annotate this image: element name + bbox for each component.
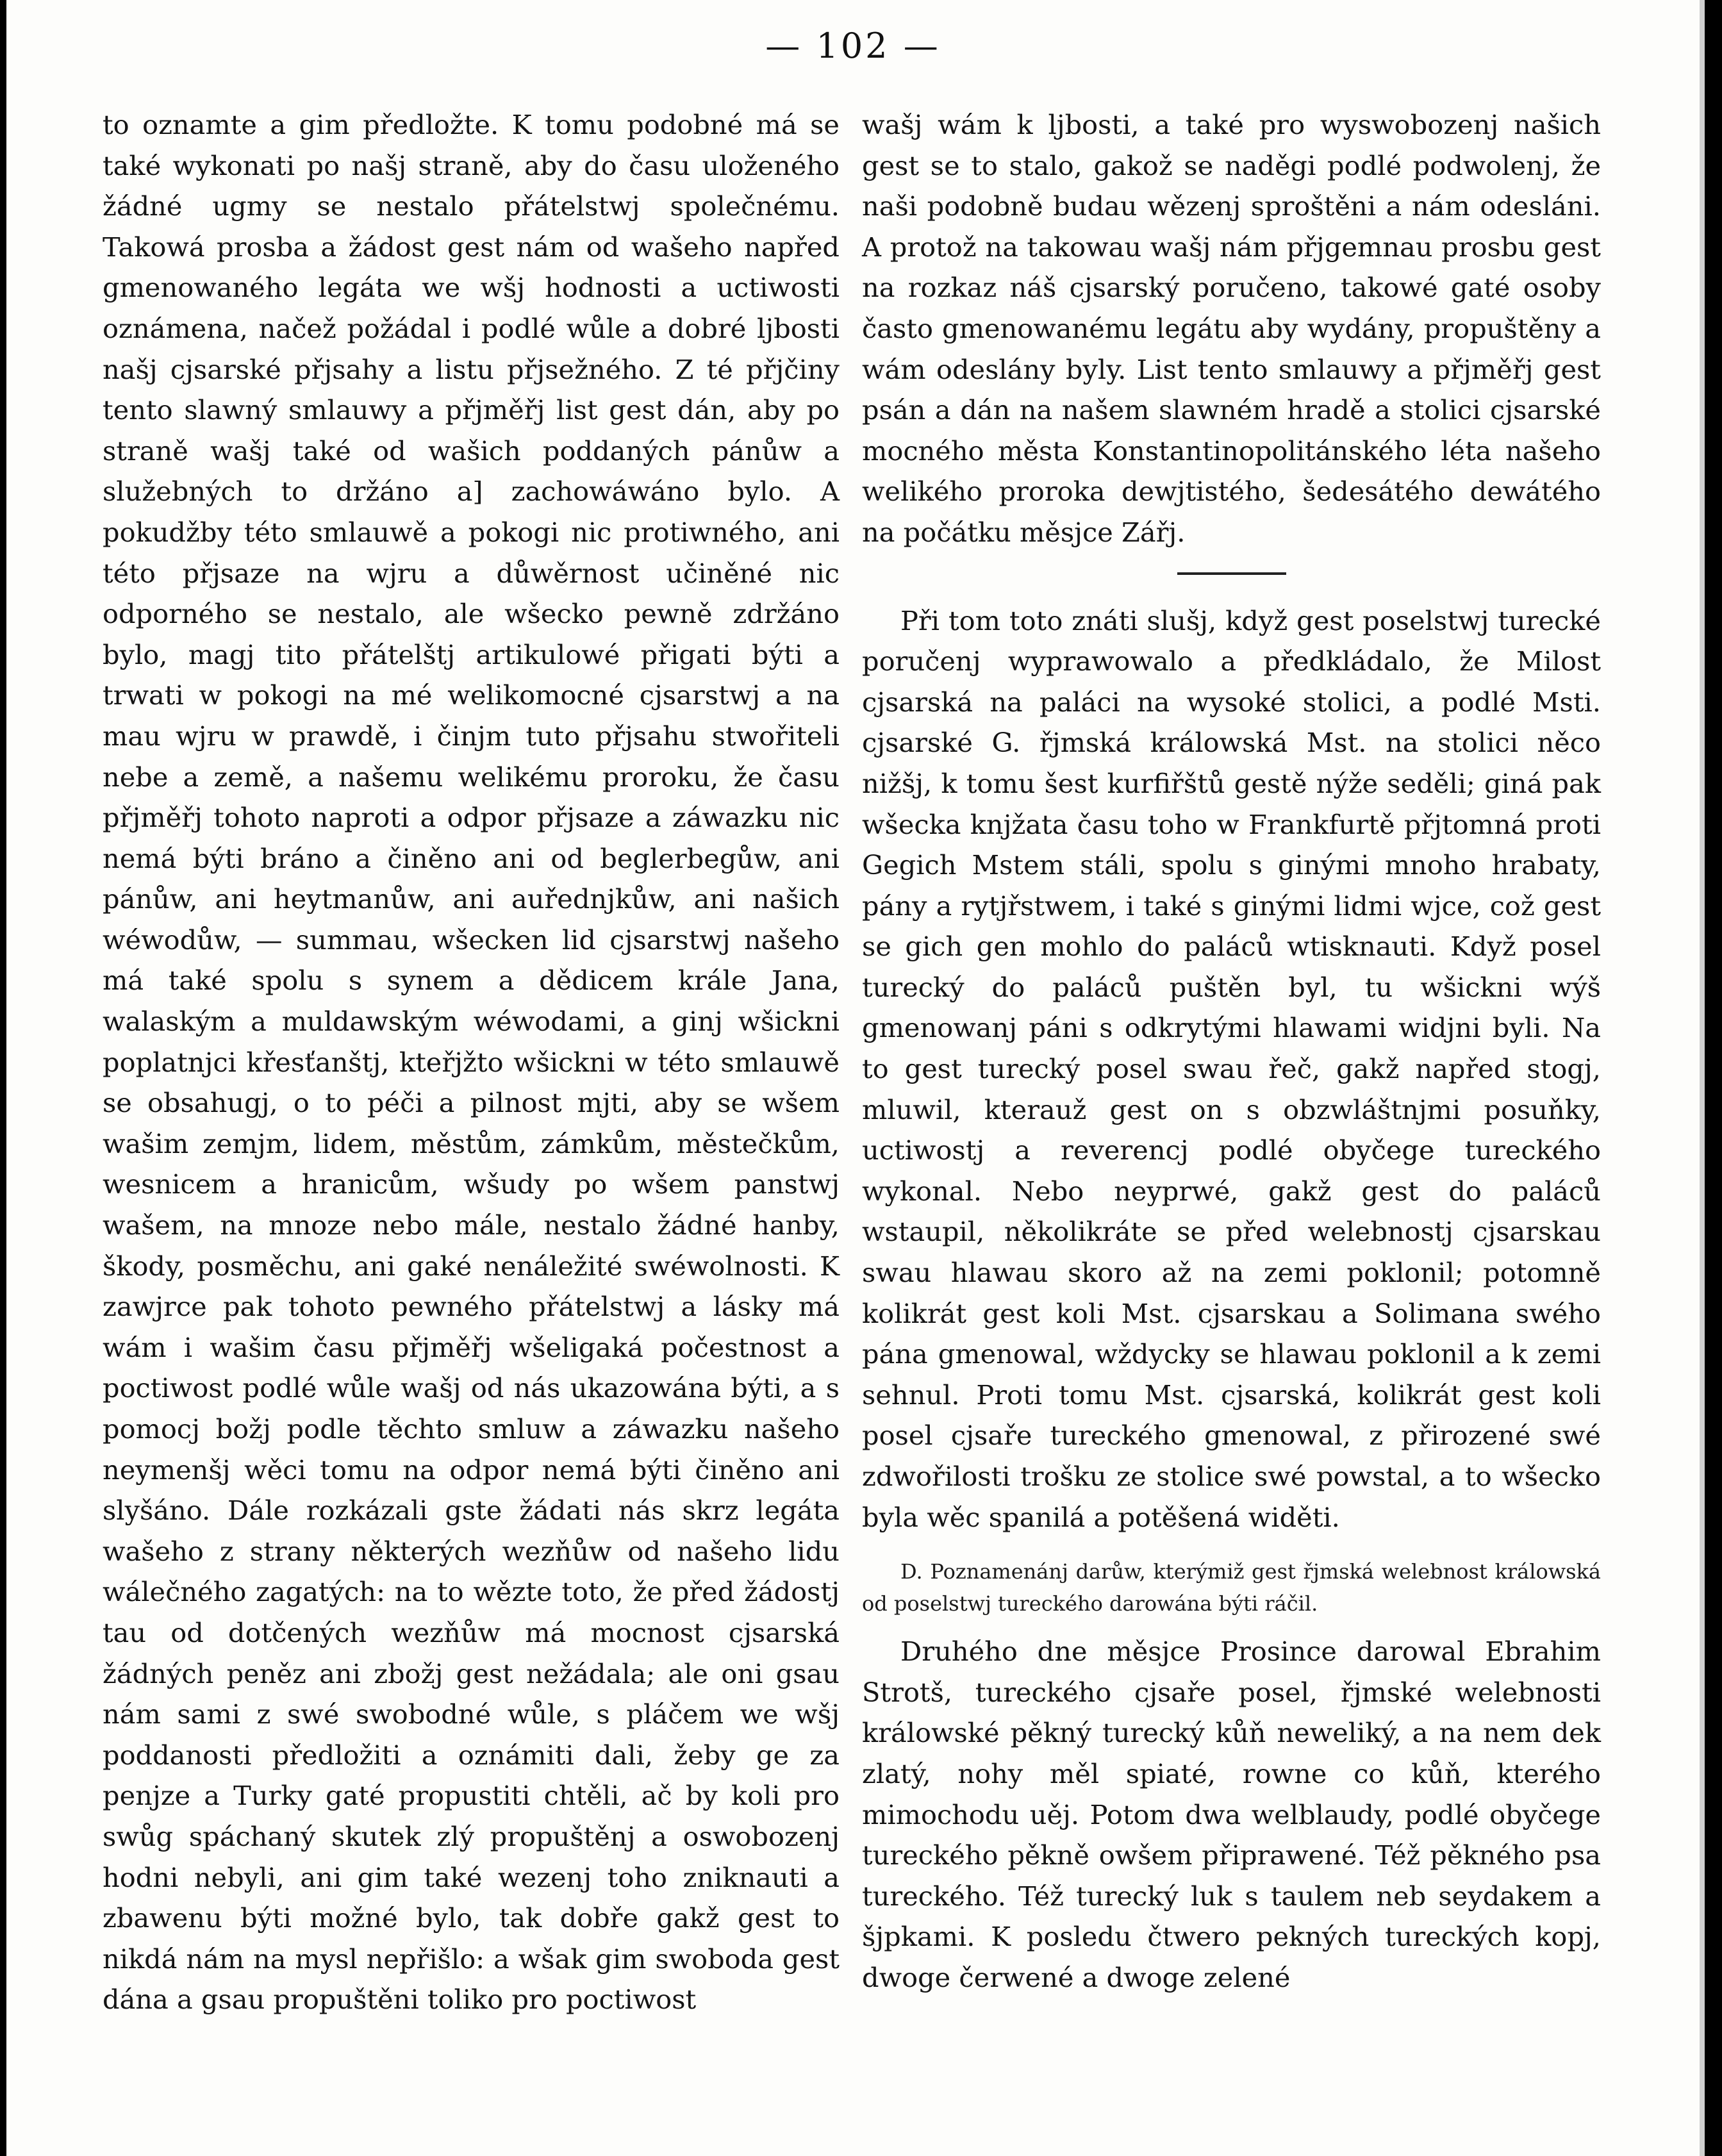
book-page <box>6 0 1705 2156</box>
right-column <box>862 104 1601 1998</box>
left-column-paragraph: to oznamte a gim předložte. K tomu podobné má se také wykonati po našj straně, aby do času uloženého žádné ugmy se nestalo přátelstwj společnému. Takowá prosba a žádost gest nám od wašeho napřed gmenowaného legáta we wšj hodnosti a uctiwosti oznámena, načež požádal i podlé wůle a dobré ljbosti našj cjsarské přjsahy a listu přjsežného. Z té přjčiny tento slawný smlauwy a přjměřj list gest dán, aby po straně wašj také od wašich poddaných pánůw a služebných to držáno a] zachowáwáno bylo. A pokudžby této smlauwě a pokogi nic protiwného, ani této přjsaze na wjru a důwěrnost učiněné nic odporného se nestalo, ale wšecko pewně zdržáno bylo, magj tito přátelštj artikulowé přigati býti a trwati w pokogi na mé welikomocné cjsarstwj a na mau wjru w prawdě, i činjm tuto přjsahu stwořiteli nebe a země, a našemu welikému proroku, že času přjměřj tohoto naproti a odpor přjsaze a záwazku nic nemá býti bráno a činěno ani od beglerbegůw, ani pánůw, ani heytmanůw, ani auřednjkůw, ani našich wéwodůw, — summau, wšecken lid cjsarstwj našeho má také spolu s synem a dědicem krále Jana, walaským a muldawským wéwodami, a ginj wšickni poplatnjci křesťanštj, kteřjžto wšickni w této smlauwě se obsahugj, o to péči a pilnost mjti, aby se wšem wašim zemjm, lidem, městům, zámkům, městečkům, wesnicem a hranicům, wšudy po wšem panstwj wašem, na mnoze nebo mále, nestalo žádné hanby, škody, posměchu, ani gaké nenáležité swéwolnosti. K zawjrce pak tohoto pewného přátelstwj a lásky má wám i wašim času přjměřj wšeligaká počestnost a poctiwost podlé wůle wašj od nás ukazowána býti, a s pomocj božj podle těchto smluw a záwazku našeho neymenšj wěci tomu na odpor nemá býti činěno ani slyšáno. Dále rozkázali gste žádati nás skrz legáta wašeho z strany některých wezňůw od našeho lidu wálečného zagatých: na to wězte toto, že před žádostj tau od dotčených wezňůw má mocnost cjsarská žádných peněz ani zbožj gest nežádala; ale oni gsau nám sami z swé swobodné wůle, s pláčem we wšj poddanosti předložiti a oznámiti dali, žeby ge za penjze a Turky gaté propustiti chtěli, ač by koli pro swůg spáchaný skutek zlý propuštěnj a oswobozenj hodni nebyli, ani gim také wezenj toho zniknauti a zbawenu býti možné bylo, tak dobře gakž gest to nikdá nám na mysl nepřišlo: a wšak gim swoboda gest dána a gsau propuštěni toliko pro poctiwost <box>103 109 840 2016</box>
right-column-paragraph-audience: Při tom toto znáti slušj, když gest poselstwj turecké poručenj wyprawowalo a předkládalo, že Milost cjsarská na paláci na wysoké stolici, a podlé Msti. cjsarské G. řjmská králowská Mst. na stolici něco nižšj, k tomu šest kurfiřštů gestě nýže seděli; giná pak wšecka knjžata času toho w Frankfurtě přjtomná proti Gegich Mstem stáli, spolu s ginými mnoho hrabaty, pány a rytjřstwem, i také s ginými lidmi wjce, což gest se gich gen mohlo do paláců wtisknauti. Když posel turecký do paláců puštěn byl, tu wšickni wýš gmenowanj páni s odkrytými hlawami widjni byli. Na to gest turecký posel swau řeč, gakž napřed stogj, mluwil, kterauž gest on s obzwláštnjmi posuňky, uctiwostj a reverencj podlé obyčege tureckého wykonal. Nebo neyprwé, gakž gest do paláců wstaupil, několikráte se před welebnostj cjsarskau swau hlawau skoro až na zemi poklonil; potomně kolikrát gest koli Mst. cjsarskau a Solimana swého pána gmenowal, wždycky se hlawau poklonil a k zemi sehnul. Proti tomu Mst. cjsarská, kolikrát gest koli posel cjsaře tureckého gmenowal, z přirozené swé zdwořilosti trošku ze stolice swé powstal, a to wšecko byla wěc spanilá a potěšená widěti. <box>862 604 1601 1533</box>
right-column-paragraph-gifts: Druhého dne měsjce Prosince darowal Ebrahim Strotš, tureckého cjsaře posel, řjmské welebnosti králowské pěkný turecký kůň neweliký, a na nem dek zlatý, nohy měl spiaté, rowne co kůň, kterého mimochodu uěj. Potom dwa welblaudy, podlé obyčege tureckého pěkně owšem připrawené. Též pěkného psa tureckého. Též turecký luk s taulem neb seydakem a šjpkami. K posledu čtwero pekných tureckých kopj, dwoge čerwené a dwoge zelené <box>862 1636 1601 1993</box>
section-note-gifts-heading: D. Poznamenánj darůw, kterýmiž gest řjmská welebnost králowská od poselstwj tureckého darowána býti ráčil. <box>862 1559 1601 1616</box>
page-number: — 102 — <box>765 26 941 66</box>
left-column <box>103 104 840 2020</box>
section-divider-rule <box>1177 572 1286 575</box>
right-column-paragraph-treaty-end: wašj wám k ljbosti, a také pro wyswobozenj našich gest se to stalo, gakož se naděgi podlé podwolenj, že naši podobně budau wězenj sproštěni a nám odesláni. A protož na takowau wašj nám přjgemnau prosbu gest na rozkaz náš cjsarský poručeno, takowé gaté osoby často gmenowanému legátu aby wydány, propuštěny a wám odeslány byly. List tento smlauwy a přjměřj gest psán a dán na našem slawném hradě a stolici cjsarské mocného města Konstantinopolitánského léta našeho welikého proroka dewjtistého, šedesátého dewátého na počátku měsjce Zářj. <box>862 109 1601 548</box>
